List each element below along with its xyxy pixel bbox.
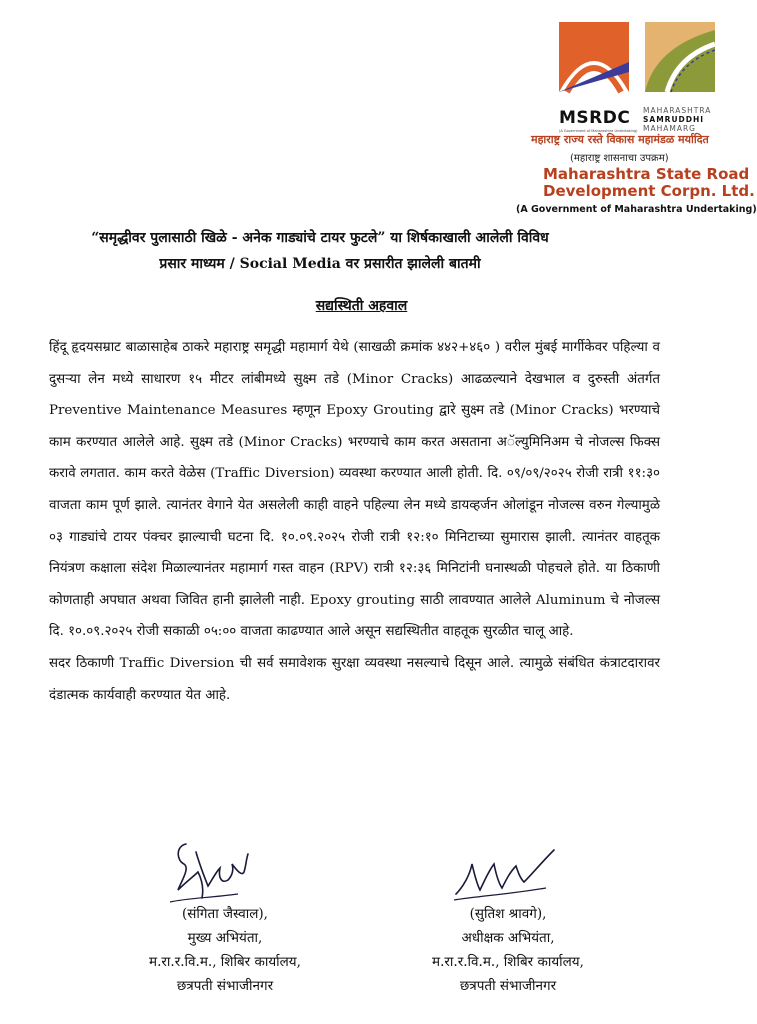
report-paragraph-1: हिंदू हृदयसम्राट बाळासाहेब ठाकरे महाराष्ट्र समृद्धी महामार्ग येथे (साखळी क्रमांक ४४२+४६० ) वरील मुंबई मार्गीकेवर पहिल्या व दुसऱ्या लेन मध्ये साधारण १५ मीटर लांबीमध्ये सुक्ष्म तडे (Minor Cracks) आढळल्याने देखभाल व दुरुस्ती अंतर्गत Preventive Maintenance Measures म्हणून Epoxy Grouting द्वारे सुक्ष्म तडे (Minor Cracks) भरण्याचे काम करण्यात आलेले आहे. सुक्ष्म तडे (Minor Cracks) भरण्याचे काम करत असताना अॅल्युमिनिअम चे नोजल्स फिक्स करावे लगतात. काम करते वेळेस (Traffic Diversion) व्यवस्था करण्यात आली होती. दि. ०९/०९/२०२५ रोजी रात्री ११:३० वाजता काम पूर्ण झाले. त्यानंतर वेगाने येत असलेली काही वाहने पहिल्या लेन मध्ये डायव्हर्जन ओलांडून नोजल्स वरुन गेल्यामुळे ०३ गाड्यांचे टायर पंक्चर झाल्याची घटना दि. १०.०९.२०२५ रोजी रात्री १२:१० मिनिटाच्या सुमारास झाली. त्यानंतर वाहतूक नियंत्रण कक्षाला संदेश मिळाल्यानंतर महामार्ग गस्त वाहन (RPV) रात्री १२:३६ मिनिटांनी घनास्थळी पोहचले होते. या ठिकाणी कोणताही अपघात अथवा जिवित हानी झालेली नाही. Epoxy grouting साठी लावण्यात आलेले Aluminum चे नोजल्स दि. १०.०९.२०२५ रोजी सकाळी ०५:०० वाजता काढण्यात आले असून सद्यस्थितीत वाहतूक सुरळीत चालू आहे. [49,340,660,640]
msrdc-logo-icon [559,22,629,92]
samruddhi-line-1: MAHARASHTRA [643,106,712,115]
report-paragraph-2: सदर ठिकाणी Traffic Diversion ची सर्व समावेशक सुरक्षा व्यवस्था नसल्याचे दिसून आले. त्यामुळे संबंधित कंत्राटदारावर दंडात्मक कार्यवाही करण्यात येत आहे. [49,655,660,703]
samruddhi-wordmark [643,106,711,133]
signatory-right [393,902,623,998]
org-subtitle-english: (A Government of Maharashtra Undertaking) [516,204,757,215]
letterhead [515,8,757,236]
document-title-line-2: प्रसार माध्यम / Social Media वर प्रसारीत झालेली बातमी [159,256,481,272]
brand-subtitle: (A Government of Maharashtra Undertaking) [559,129,638,133]
samruddhi-line-2: SAMRUDDHI [643,115,705,124]
signatory-left-name: (संगिता जैस्वाल), [182,906,268,922]
signature-left-icon [168,832,258,912]
signatory-right-designation: अधीक्षक अभियंता, [461,930,555,946]
report-body [49,332,660,711]
signatory-left-place: छत्रपती संभाजीनगर [176,978,274,994]
signatory-left [110,902,340,998]
signatory-left-office: म.रा.र.वि.म., शिबिर कार्यालय, [149,954,301,970]
samruddhi-logo-icon [645,22,715,92]
signatory-right-office: म.रा.र.वि.म., शिबिर कार्यालय, [432,954,584,970]
org-name-marathi: महाराष्ट्र राज्य रस्ते विकास महामंडळ मर्यादित [531,133,709,146]
document-title-line-1: “समृद्धीवर पुलासाठी खिळे - अनेक गाड्यांचे टायर फुटले” या शिर्षकाखाली आलेली विविध [91,230,549,246]
org-subtitle-marathi: (महाराष्ट्र शासनाचा उपक्रम) [570,153,669,164]
report-heading: सद्यस्थिती अहवाल [315,298,408,314]
signatory-left-designation: मुख्य अभियंता, [187,930,263,946]
signatory-right-name: (सुतिश श्रावगे), [469,906,547,922]
org-name-english-line-2: Development Corpn. Ltd. [543,182,755,200]
org-name-english [543,166,755,200]
signatory-right-place: छत्रपती संभाजीनगर [459,978,557,994]
samruddhi-line-3: MAHAMARG [643,124,696,133]
brand-name: MSRDC [559,108,631,128]
org-name-english-line-1: Maharashtra State Road [543,165,750,183]
